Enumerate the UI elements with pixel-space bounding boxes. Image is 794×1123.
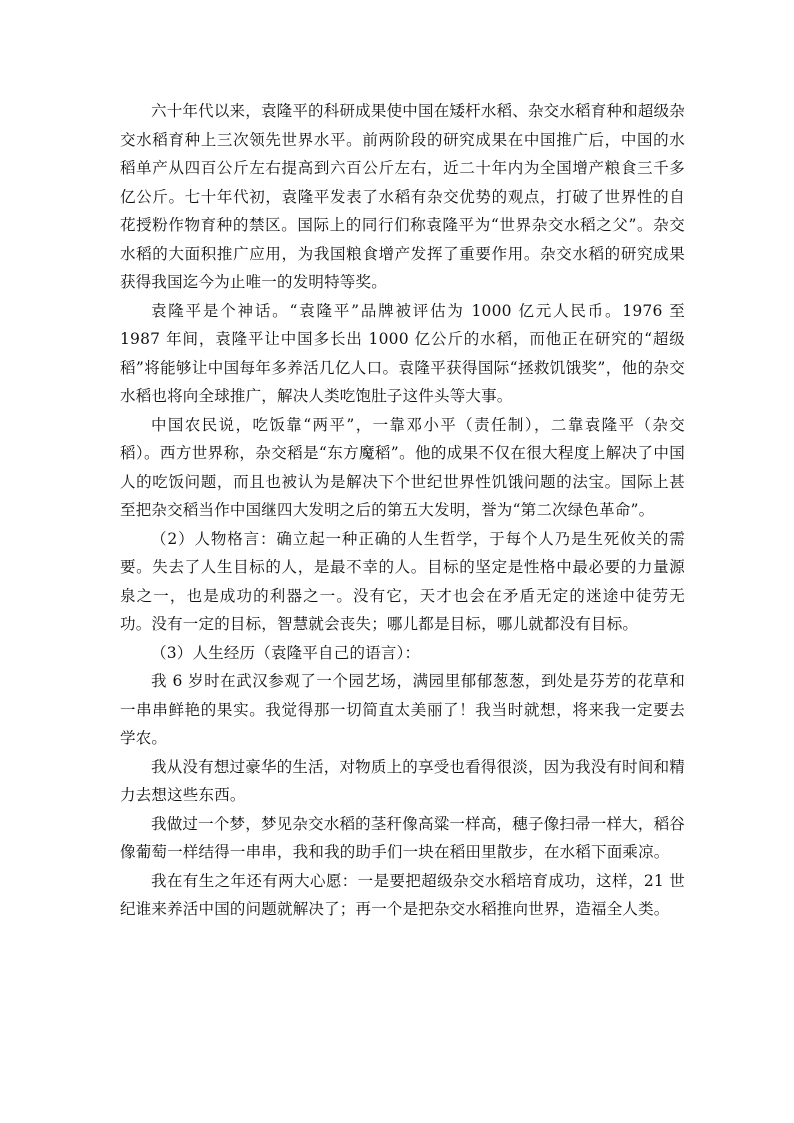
paragraph-childhood: 我 6 岁时在武汉参观了一个园艺场，满园里郁郁葱葱，到处是芬芳的花草和一串串鲜艳的果实。我觉得那一切简直太美丽了！我当时就想，将来我一定要去学农。 [120, 672, 685, 747]
paragraph-achievements: 六十年代以来，袁隆平的科研成果使中国在矮杆水稻、杂交水稻育种和超级杂交水稻育种上三次领先世界水平。前两阶段的研究成果在中国推广后，中国的水稻单产从四百公斤左右提高到六百公斤左右，近二十年内为全国增产粮食三千多亿公斤。七十年代初，袁隆平发表了水稻有杂交优势的观点，打破了世界性的自花授粉作物育种的禁区。国际上的同行们称袁隆平为“世界杂交水稻之父”。杂交水稻的大面积推广应用，为我国粮食增产发挥了重要作用。杂交水稻的研究成果获得我国迄今为止唯一的发明特等奖。 [120, 102, 685, 291]
paragraph-simple-life: 我从没有想过豪华的生活，对物质上的享受也看得很淡，因为我没有时间和精力去想这些东西。 [120, 757, 685, 804]
paragraph-experience-heading: （3）人生经历（袁隆平自己的语言）： [151, 643, 421, 662]
paragraph-legend: 袁隆平是个神话。“袁隆平”品牌被评估为 1000 亿元人民币。1976 至 1987 年间，袁隆平让中国多长出 1000 亿公斤的水稻，而他正在研究的“超级稻”将能够让中国每年多养活几亿人口。袁隆平获得国际“拯救饥饿奖”，他的杂交水稻也将向全球推广，解决人类吃饱肚子这件头等大事。 [120, 301, 685, 405]
paragraph-wishes: 我在有生之年还有两大心愿：一是要把超级杂交水稻培育成功，这样，21 世纪谁来养活中国的问题就解决了；再一个是把杂交水稻推向世界，造福全人类。 [120, 871, 685, 918]
paragraph-two-ping: 中国农民说，吃饭靠“两平”，一靠邓小平（责任制），二靠袁隆平（杂交稻）。西方世界称，杂交稻是“东方魔稻”。他的成果不仅在很大程度上解决了中国人的吃饭问题，而且也被认为是解决下个世纪世界性饥饿问题的法宝。国际上甚至把杂交稻当作中国继四大发明之后的第五大发明，誉为“第二次绿色革命”。 [120, 415, 685, 519]
document-body [120, 97, 685, 924]
paragraph-dream: 我做过一个梦，梦见杂交水稻的茎秆像高粱一样高，穗子像扫帚一样大，稻谷像葡萄一样结得一串串，我和我的助手们一块在稻田里散步，在水稻下面乘凉。 [120, 814, 685, 861]
paragraph-motto: （2）人物格言：确立起一种正确的人生哲学，于每个人乃是生死攸关的需要。失去了人生目标的人，是最不幸的人。目标的坚定是性格中最必要的力量源泉之一，也是成功的利器之一。没有它，天才也会在矛盾无定的迷途中徒劳无功。没有一定的目标，智慧就会丧失；哪儿都是目标，哪儿就都没有目标。 [120, 529, 685, 633]
